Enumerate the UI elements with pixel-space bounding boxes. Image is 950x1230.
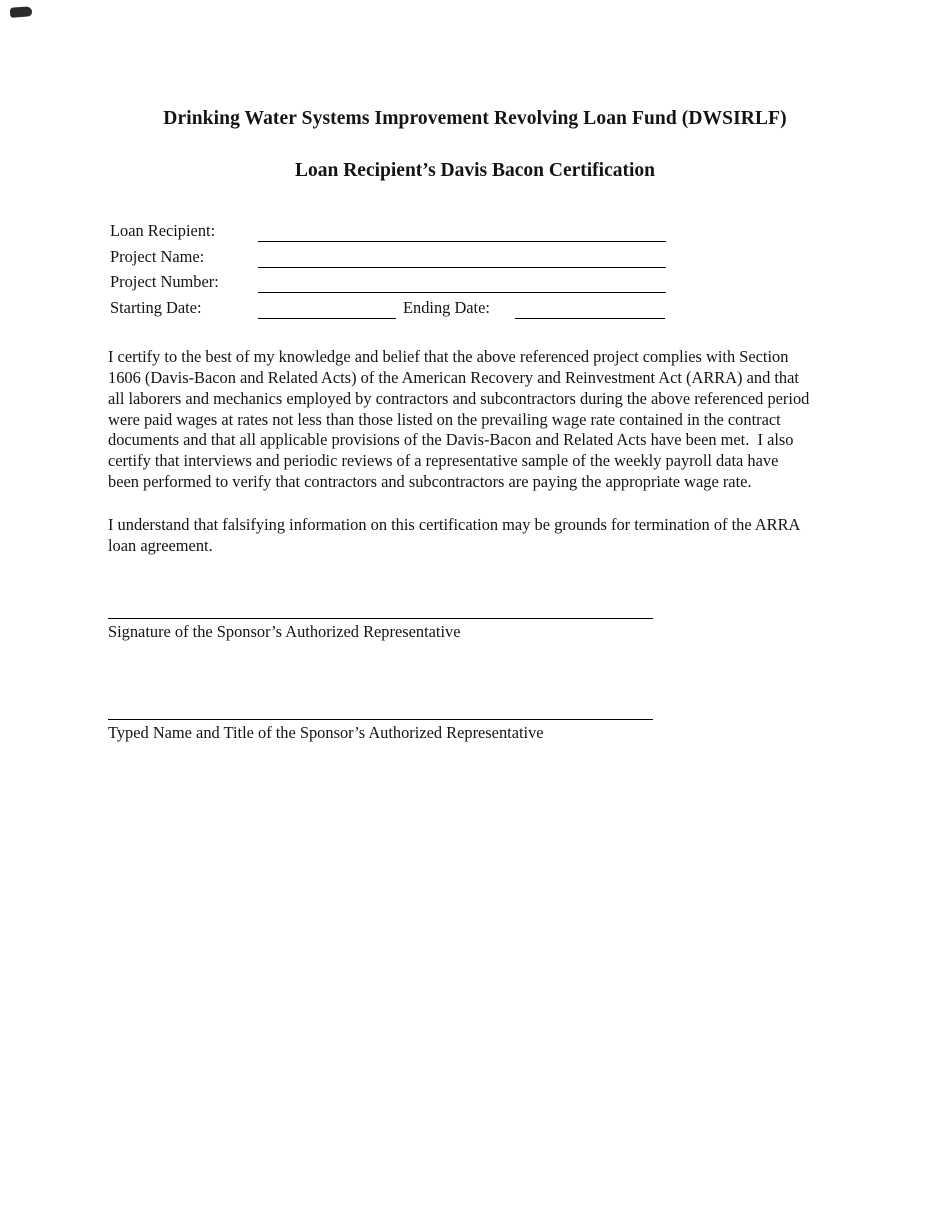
typed-name-blank-line [108,719,653,720]
loan-recipient-blank-line [258,221,666,242]
document-header [0,0,950,182]
project-number-label: Project Number: [110,272,219,292]
falsifying-warning-paragraph: I understand that falsifying information on this certification may be grounds for termination of the ARRA loan agreement. [108,514,804,555]
project-name-label: Project Name: [110,246,205,266]
signature-blank-line [108,618,653,619]
starting-date-blank-line [258,298,396,319]
scan-artifact-mark [10,6,33,18]
project-number-blank-line [258,272,666,293]
starting-date-label: Starting Date: [110,298,202,318]
certification-paragraph: I certify to the best of my knowledge and belief that the above referenced project complies with Section 1606 (Davis-Bacon and Related Acts) of the American Recovery and Reinvestment Act (ARRA) and that all laborers and mechanics employed by contractors and subcontractors during the above referenced period were paid wages at rates not less than those listed on the prevailing wage rate contained in the contract documents and that all applicable provisions of the Davis-Bacon and Related Acts have been met. I also certify that interviews and periodic reviews of a representative sample of the weekly payroll data have been performed to verify that contractors and subcontractors are paying the appropriate wage rate. [108,347,814,491]
loan-recipient-label: Loan Recipient: [110,220,216,240]
loan-recipient-row [110,216,666,242]
typed-name-label: Typed Name and Title of the Sponsor’s Authorized Representative [108,723,544,743]
form-fields-section [110,216,666,319]
project-name-blank-line [258,247,666,268]
document-subtitle: Loan Recipient’s Davis Bacon Certification [295,160,655,181]
document-title: Drinking Water Systems Improvement Revolving Loan Fund (DWSIRLF) [163,108,787,129]
project-name-row [110,242,666,268]
ending-date-blank-line [515,298,665,319]
project-number-row [110,268,666,294]
signature-label: Signature of the Sponsor’s Authorized Representative [108,622,461,642]
signature-block [108,618,653,643]
typed-name-block [108,719,653,744]
dates-row [110,293,666,319]
ending-date-label: Ending Date: [403,298,490,318]
